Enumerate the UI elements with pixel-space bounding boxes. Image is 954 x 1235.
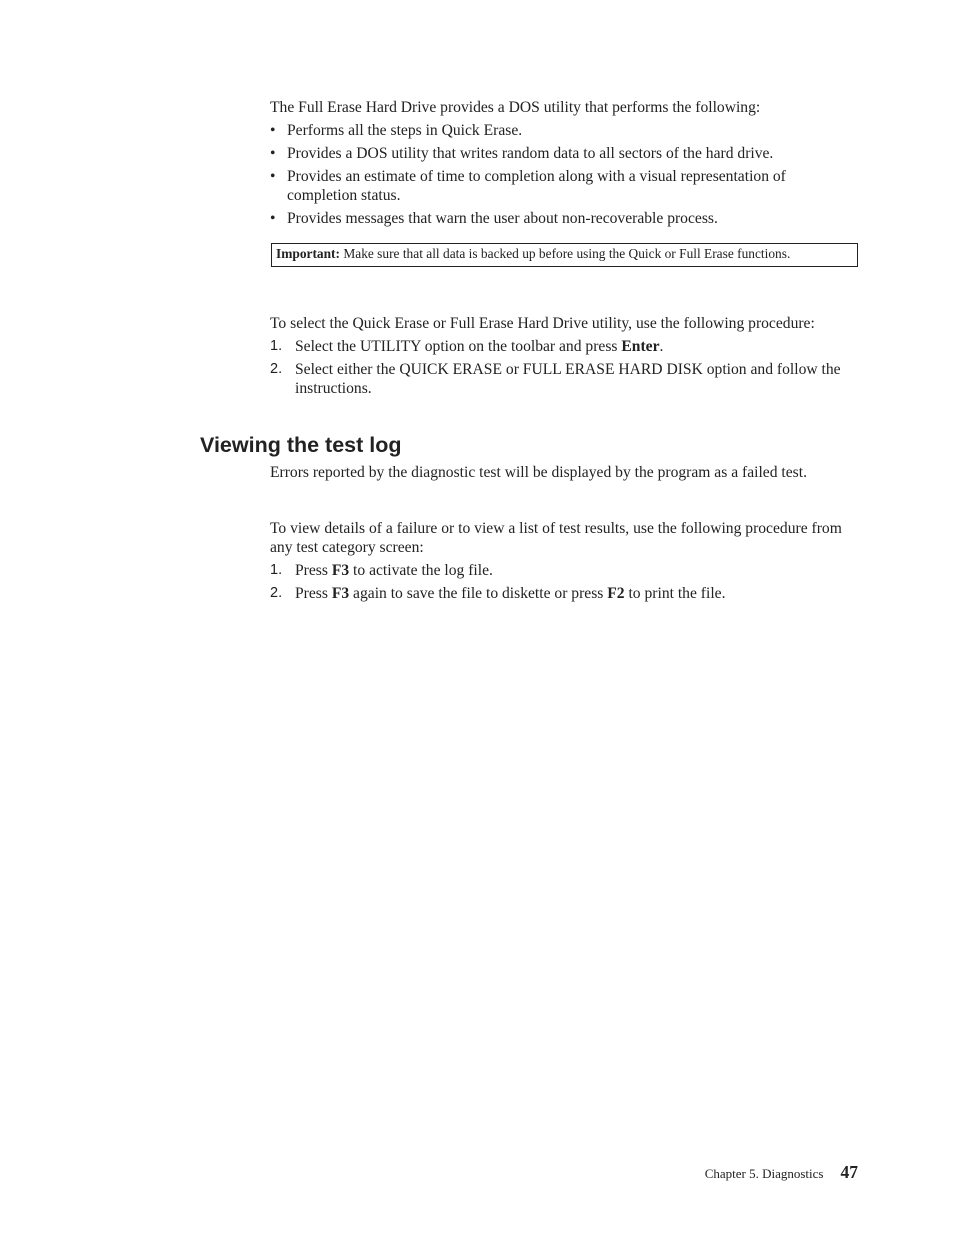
list-item bbox=[270, 209, 858, 228]
procedure-step bbox=[270, 561, 858, 580]
full-erase-intro bbox=[270, 98, 858, 232]
step-number: 1. bbox=[270, 562, 283, 578]
bullet-glyph: • bbox=[270, 122, 276, 139]
page-footer bbox=[705, 1162, 858, 1183]
step-text-mid: again to save the file to diskette or press bbox=[349, 585, 608, 602]
intro-lead: The Full Erase Hard Drive provides a DOS utility that performs the following: bbox=[270, 99, 761, 116]
step-text: Press bbox=[295, 585, 332, 602]
bullet-glyph: • bbox=[270, 145, 276, 162]
notice-text: Make sure that all data is backed up before using the Quick or Full Erase functions. bbox=[343, 246, 791, 261]
test-log-procedure bbox=[270, 519, 858, 607]
notice-label: Important: bbox=[276, 246, 340, 261]
procedure-step bbox=[270, 360, 858, 398]
test-log-intro bbox=[270, 463, 858, 482]
test-log-steps bbox=[270, 561, 858, 603]
step-text: Select either the QUICK ERASE or FULL ERASE HARD DISK option and follow the instructions. bbox=[295, 361, 841, 397]
step-number: 2. bbox=[270, 361, 283, 377]
chapter-title: Chapter 5. Diagnostics bbox=[704, 1166, 824, 1181]
procedure-steps bbox=[270, 337, 858, 398]
erase-procedure bbox=[270, 314, 858, 402]
step-text: Select the UTILITY option on the toolbar and press bbox=[295, 338, 622, 355]
step-key-second: F2 bbox=[607, 585, 625, 602]
important-notice-box bbox=[271, 243, 858, 267]
list-item-text: Performs all the steps in Quick Erase. bbox=[287, 122, 523, 139]
bullet-glyph: • bbox=[270, 210, 276, 227]
procedure-step bbox=[270, 584, 858, 603]
step-text-end: to print the file. bbox=[624, 585, 726, 602]
test-log-para: Errors reported by the diagnostic test will be displayed by the program as a failed test. bbox=[270, 464, 807, 481]
step-text-end: to activate the log file. bbox=[349, 562, 493, 579]
section-heading: Viewing the test log bbox=[200, 433, 402, 457]
list-item-text: Provides messages that warn the user about non-recoverable process. bbox=[287, 210, 718, 227]
page-number: 47 bbox=[840, 1162, 858, 1182]
step-key: F3 bbox=[331, 562, 350, 579]
procedure-step bbox=[270, 337, 858, 356]
feature-list bbox=[270, 121, 858, 228]
step-text: Press bbox=[295, 562, 332, 579]
list-item bbox=[270, 121, 858, 140]
test-log-procedure-lead: To view details of a failure or to view a list of test results, use the following procedure from any test category screen: bbox=[270, 520, 842, 556]
list-item bbox=[270, 144, 858, 163]
step-text-end: . bbox=[659, 338, 664, 355]
step-key: Enter bbox=[621, 338, 660, 355]
list-item-text: Provides a DOS utility that writes random data to all sectors of the hard drive. bbox=[287, 145, 774, 162]
step-number: 1. bbox=[270, 338, 283, 354]
step-number: 2. bbox=[270, 585, 283, 601]
list-item bbox=[270, 167, 858, 205]
bullet-glyph: • bbox=[270, 168, 276, 185]
procedure-lead: To select the Quick Erase or Full Erase Hard Drive utility, use the following procedure: bbox=[270, 315, 815, 332]
step-key: F3 bbox=[331, 585, 350, 602]
list-item-text: Provides an estimate of time to completion along with a visual representation of completion status. bbox=[287, 168, 786, 204]
